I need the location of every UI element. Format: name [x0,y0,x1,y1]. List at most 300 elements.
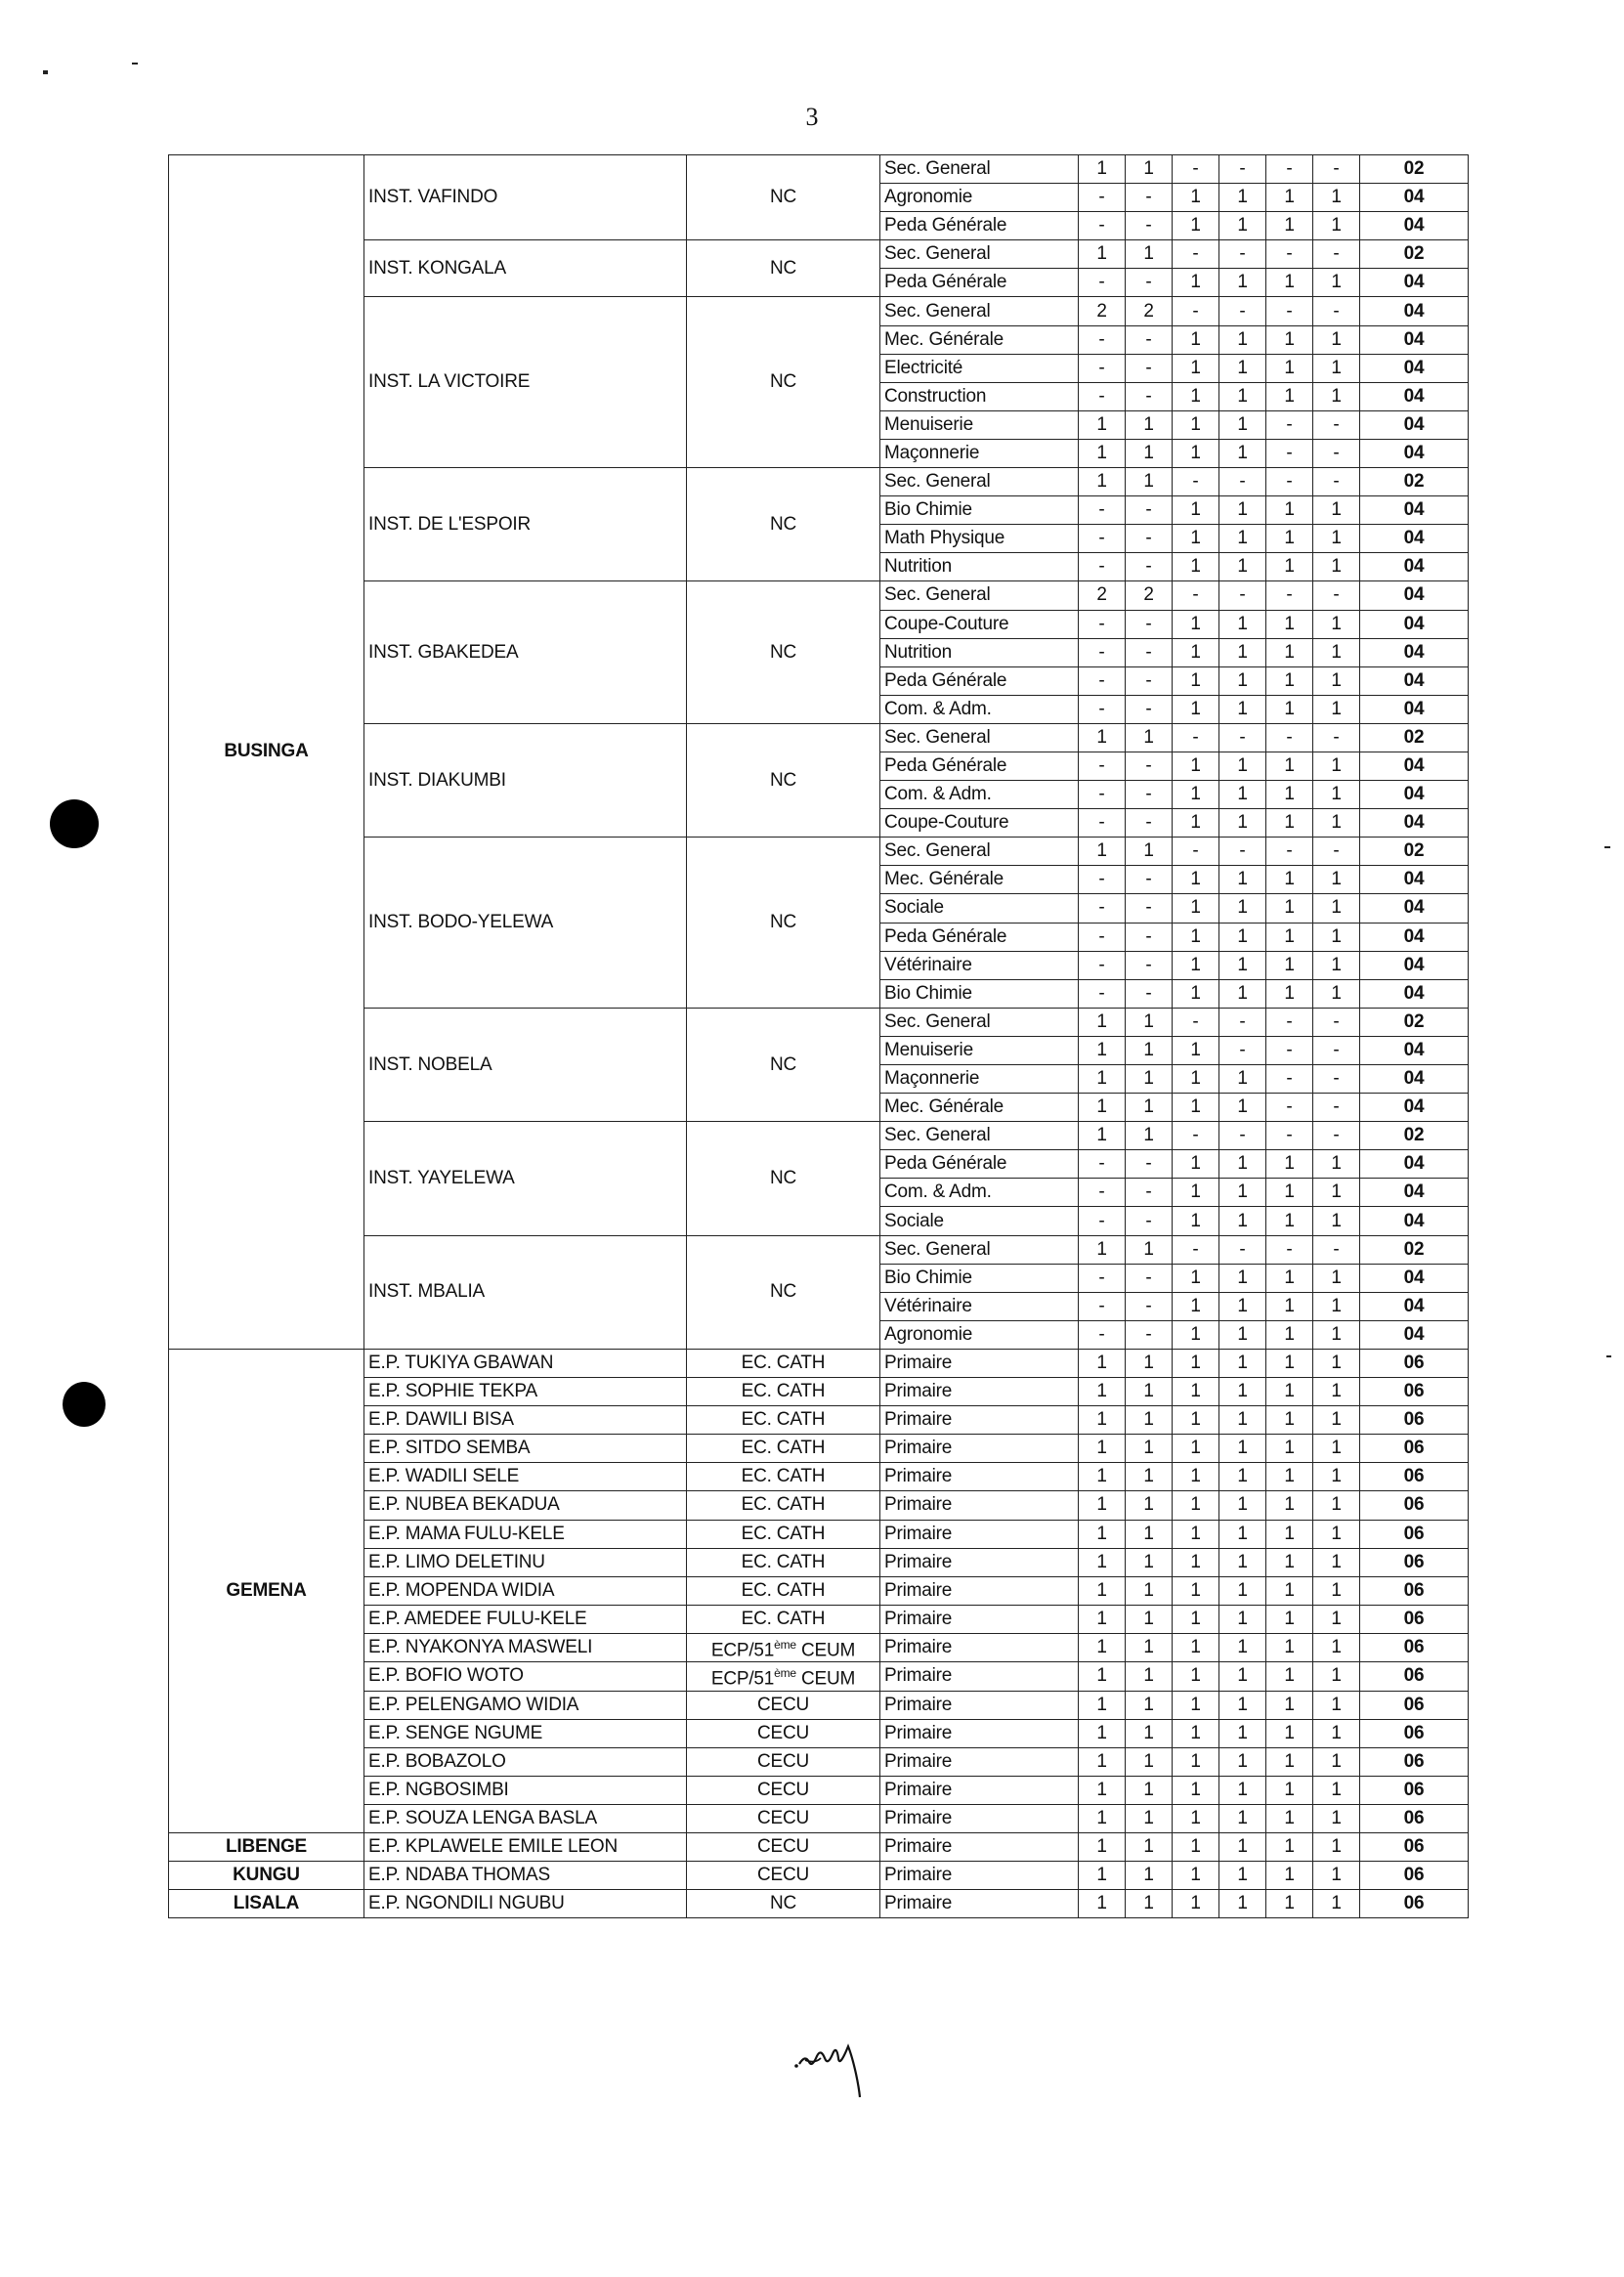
class-count-cell: 1 [1173,1804,1219,1832]
section-cell: Sociale [880,1207,1079,1235]
class-count-cell: 1 [1079,468,1126,496]
class-count-cell: 1 [1266,610,1313,638]
class-count-cell: 1 [1219,1349,1266,1377]
class-count-cell: 1 [1313,695,1360,723]
school-name-cell: E.P. DAWILI BISA [364,1406,687,1435]
class-count-cell: - [1173,297,1219,325]
class-count-cell: 1 [1313,1264,1360,1292]
total-cell: 06 [1360,1833,1469,1862]
regime-cell: NC [687,297,880,468]
class-count-cell: 1 [1266,1890,1313,1918]
class-count-cell: 1 [1173,1862,1219,1890]
school-name-cell: INST. LA VICTOIRE [364,297,687,468]
class-count-cell: 1 [1266,1576,1313,1605]
class-count-cell: - [1079,325,1126,354]
total-cell: 04 [1360,184,1469,212]
class-count-cell: 1 [1126,1576,1173,1605]
class-count-cell: - [1313,1122,1360,1150]
schools-table-body [169,155,1469,1918]
class-count-cell: - [1313,1094,1360,1122]
class-count-cell: 1 [1126,1235,1173,1264]
class-count-cell: 1 [1313,894,1360,923]
class-count-cell: 1 [1173,439,1219,467]
class-count-cell: 1 [1313,1378,1360,1406]
class-count-cell: 1 [1313,1207,1360,1235]
class-count-cell: 1 [1266,1491,1313,1520]
total-cell: 04 [1360,297,1469,325]
class-count-cell: 1 [1266,1719,1313,1747]
class-count-cell: 1 [1173,809,1219,838]
class-count-cell: 1 [1219,1776,1266,1804]
section-cell: Primaire [880,1378,1079,1406]
table-row [169,1008,1469,1036]
class-count-cell: 1 [1079,1463,1126,1491]
class-count-cell: 1 [1266,695,1313,723]
section-cell: Primaire [880,1862,1079,1890]
class-count-cell: - [1079,866,1126,894]
class-count-cell: 1 [1219,1719,1266,1747]
total-cell: 02 [1360,155,1469,184]
class-count-cell: 1 [1313,809,1360,838]
class-count-cell: 1 [1126,1008,1173,1036]
class-count-cell: - [1219,581,1266,610]
class-count-cell: - [1079,951,1126,979]
total-cell: 04 [1360,1065,1469,1094]
class-count-cell: - [1266,1235,1313,1264]
total-cell: 06 [1360,1890,1469,1918]
schools-table [168,154,1469,1918]
class-count-cell: 1 [1266,525,1313,553]
class-count-cell: 1 [1219,212,1266,240]
punch-hole-bottom [63,1382,106,1427]
class-count-cell: 1 [1173,1605,1219,1633]
class-count-cell: - [1079,923,1126,951]
class-count-cell: 1 [1266,496,1313,525]
section-cell: Sec. General [880,1122,1079,1150]
class-count-cell: 1 [1266,1378,1313,1406]
class-count-cell: - [1313,1065,1360,1094]
class-count-cell: - [1173,468,1219,496]
section-cell: Agronomie [880,1320,1079,1349]
class-count-cell: 1 [1219,781,1266,809]
class-count-cell: 1 [1219,1150,1266,1179]
class-count-cell: 1 [1079,1833,1126,1862]
class-count-cell: 1 [1266,212,1313,240]
class-count-cell: - [1126,951,1173,979]
table-row [169,1576,1469,1605]
section-cell: Primaire [880,1691,1079,1719]
section-cell: Primaire [880,1719,1079,1747]
total-cell: 06 [1360,1804,1469,1832]
class-count-cell: 1 [1173,752,1219,780]
section-cell: Sec. General [880,723,1079,752]
section-cell: Primaire [880,1890,1079,1918]
school-name-cell: E.P. SOUZA LENGA BASLA [364,1804,687,1832]
class-count-cell: 1 [1126,1406,1173,1435]
class-count-cell: 1 [1126,1662,1173,1691]
punch-hole-top [50,799,99,848]
class-count-cell: - [1079,269,1126,297]
class-count-cell: 1 [1079,1065,1126,1094]
table-row [169,1804,1469,1832]
school-name-cell: E.P. SENGE NGUME [364,1719,687,1747]
class-count-cell: - [1173,838,1219,866]
class-count-cell: - [1126,695,1173,723]
class-count-cell: 1 [1173,1633,1219,1661]
district-cell: LISALA [169,1890,364,1918]
class-count-cell: 1 [1313,269,1360,297]
section-cell: Sec. General [880,240,1079,269]
class-count-cell: - [1266,1065,1313,1094]
class-count-cell: 1 [1266,1548,1313,1576]
total-cell: 06 [1360,1435,1469,1463]
table-row [169,468,1469,496]
class-count-cell: 1 [1266,1349,1313,1377]
class-count-cell: - [1079,1179,1126,1207]
class-count-cell: 1 [1219,1804,1266,1832]
class-count-cell: 1 [1313,553,1360,581]
section-cell: Primaire [880,1520,1079,1548]
class-count-cell: - [1079,212,1126,240]
school-name-cell: E.P. PELENGAMO WIDIA [364,1691,687,1719]
class-count-cell: 1 [1266,1691,1313,1719]
class-count-cell: 1 [1313,1292,1360,1320]
school-name-cell: E.P. NDABA THOMAS [364,1862,687,1890]
section-cell: Sec. General [880,1008,1079,1036]
school-name-cell: INST. KONGALA [364,240,687,297]
class-count-cell: 1 [1313,1349,1360,1377]
class-count-cell: 1 [1313,1633,1360,1661]
section-cell: Bio Chimie [880,979,1079,1008]
class-count-cell: 1 [1313,525,1360,553]
class-count-cell: - [1266,581,1313,610]
class-count-cell: 1 [1266,1264,1313,1292]
class-count-cell: 1 [1173,184,1219,212]
class-count-cell: 1 [1126,838,1173,866]
class-count-cell: 1 [1126,1747,1173,1776]
class-count-cell: 1 [1126,1776,1173,1804]
section-cell: Sec. General [880,1235,1079,1264]
class-count-cell: 1 [1313,1548,1360,1576]
class-count-cell: 1 [1173,1207,1219,1235]
regime-cell: NC [687,1890,880,1918]
regime-cell: ECP/51ème CEUM [687,1662,880,1691]
class-count-cell: 1 [1173,695,1219,723]
total-cell: 04 [1360,866,1469,894]
class-count-cell: 1 [1313,666,1360,695]
class-count-cell: 1 [1219,666,1266,695]
class-count-cell: 1 [1219,525,1266,553]
class-count-cell: 1 [1266,1862,1313,1890]
class-count-cell: 1 [1173,1065,1219,1094]
total-cell: 02 [1360,1122,1469,1150]
total-cell: 04 [1360,666,1469,695]
total-cell: 06 [1360,1662,1469,1691]
total-cell: 04 [1360,354,1469,382]
class-count-cell: 1 [1219,1520,1266,1548]
regime-cell: CECU [687,1719,880,1747]
class-count-cell: 2 [1079,297,1126,325]
class-count-cell: 1 [1219,410,1266,439]
table-row [169,581,1469,610]
scan-mark [132,63,138,64]
class-count-cell: 1 [1079,1719,1126,1747]
class-count-cell: 1 [1079,1776,1126,1804]
class-count-cell: 1 [1219,1435,1266,1463]
class-count-cell: 1 [1079,1605,1126,1633]
class-count-cell: - [1126,212,1173,240]
table-row [169,1435,1469,1463]
school-name-cell: E.P. NYAKONYA MASWELI [364,1633,687,1661]
class-count-cell: 1 [1266,269,1313,297]
section-cell: Peda Générale [880,1150,1079,1179]
class-count-cell: 1 [1266,951,1313,979]
total-cell: 04 [1360,525,1469,553]
class-count-cell: - [1266,297,1313,325]
school-name-cell: INST. DE L'ESPOIR [364,468,687,581]
class-count-cell: - [1313,410,1360,439]
class-count-cell: 1 [1173,894,1219,923]
total-cell: 02 [1360,1008,1469,1036]
class-count-cell: 1 [1126,1094,1173,1122]
class-count-cell: 1 [1079,155,1126,184]
class-count-cell: 1 [1219,439,1266,467]
class-count-cell: 1 [1266,1463,1313,1491]
class-count-cell: 1 [1173,212,1219,240]
class-count-cell: 1 [1313,1691,1360,1719]
class-count-cell: 1 [1219,1833,1266,1862]
total-cell: 04 [1360,638,1469,666]
school-name-cell: INST. GBAKEDEA [364,581,687,723]
school-name-cell: E.P. NGONDILI NGUBU [364,1890,687,1918]
class-count-cell: - [1126,1320,1173,1349]
class-count-cell: - [1126,923,1173,951]
class-count-cell: - [1266,155,1313,184]
regime-cell: EC. CATH [687,1406,880,1435]
section-cell: Primaire [880,1576,1079,1605]
class-count-cell: - [1266,1094,1313,1122]
class-count-cell: 1 [1266,1520,1313,1548]
section-cell: Com. & Adm. [880,695,1079,723]
table-row [169,1548,1469,1576]
regime-cell: NC [687,155,880,240]
class-count-cell: 1 [1313,866,1360,894]
class-count-cell: 1 [1313,610,1360,638]
class-count-cell: 1 [1219,184,1266,212]
class-count-cell: 1 [1173,979,1219,1008]
class-count-cell: 1 [1173,1264,1219,1292]
class-count-cell: 1 [1126,1605,1173,1633]
class-count-cell: 1 [1219,1491,1266,1520]
regime-cell: EC. CATH [687,1605,880,1633]
class-count-cell: 1 [1266,325,1313,354]
class-count-cell: - [1126,1264,1173,1292]
class-count-cell: - [1173,1235,1219,1264]
class-count-cell: 1 [1173,1548,1219,1576]
regime-cell: CECU [687,1862,880,1890]
total-cell: 04 [1360,752,1469,780]
class-count-cell: 1 [1126,1890,1173,1918]
class-count-cell: - [1126,1150,1173,1179]
class-count-cell: - [1313,581,1360,610]
regime-cell: NC [687,838,880,1009]
class-count-cell: 1 [1079,1435,1126,1463]
class-count-cell: - [1266,468,1313,496]
class-count-cell: - [1313,1036,1360,1064]
total-cell: 04 [1360,809,1469,838]
class-count-cell: 1 [1079,1862,1126,1890]
section-cell: Coupe-Couture [880,809,1079,838]
class-count-cell: 1 [1219,1862,1266,1890]
class-count-cell: 1 [1126,155,1173,184]
table-row [169,1662,1469,1691]
class-count-cell: 1 [1173,1179,1219,1207]
class-count-cell: 1 [1173,1520,1219,1548]
class-count-cell: 1 [1173,866,1219,894]
regime-cell: NC [687,468,880,581]
section-cell: Sec. General [880,155,1079,184]
school-name-cell: E.P. BOFIO WOTO [364,1662,687,1691]
class-count-cell: 1 [1219,1691,1266,1719]
class-count-cell: - [1173,723,1219,752]
class-count-cell: 1 [1219,752,1266,780]
class-count-cell: - [1126,894,1173,923]
class-count-cell: 1 [1173,496,1219,525]
table-row [169,1719,1469,1747]
table-row [169,1776,1469,1804]
class-count-cell: - [1079,979,1126,1008]
class-count-cell: 1 [1313,1491,1360,1520]
regime-cell: NC [687,723,880,837]
regime-cell: EC. CATH [687,1548,880,1576]
class-count-cell: - [1079,496,1126,525]
class-count-cell: 1 [1126,240,1173,269]
class-count-cell: 1 [1173,1719,1219,1747]
section-cell: Construction [880,382,1079,410]
class-count-cell: - [1079,809,1126,838]
class-count-cell: 1 [1173,610,1219,638]
class-count-cell: 1 [1266,1833,1313,1862]
section-cell: Sec. General [880,838,1079,866]
regime-cell: EC. CATH [687,1520,880,1548]
class-count-cell: 1 [1173,1691,1219,1719]
class-count-cell: - [1266,838,1313,866]
class-count-cell: - [1079,1320,1126,1349]
class-count-cell: - [1266,439,1313,467]
regime-cell: EC. CATH [687,1378,880,1406]
table-row [169,1122,1469,1150]
school-name-cell: E.P. BOBAZOLO [364,1747,687,1776]
class-count-cell: 1 [1219,1463,1266,1491]
class-count-cell: - [1126,354,1173,382]
table-row [169,1406,1469,1435]
class-count-cell: 1 [1126,1435,1173,1463]
class-count-cell: - [1126,184,1173,212]
section-cell: Math Physique [880,525,1079,553]
total-cell: 06 [1360,1463,1469,1491]
class-count-cell: 1 [1079,439,1126,467]
total-cell: 04 [1360,951,1469,979]
total-cell: 06 [1360,1633,1469,1661]
class-count-cell: 1 [1219,610,1266,638]
class-count-cell: - [1313,155,1360,184]
class-count-cell: 1 [1173,354,1219,382]
section-cell: Peda Générale [880,752,1079,780]
class-count-cell: 1 [1266,979,1313,1008]
class-count-cell: 1 [1219,951,1266,979]
total-cell: 04 [1360,1150,1469,1179]
class-count-cell: 1 [1266,923,1313,951]
class-count-cell: 1 [1126,410,1173,439]
total-cell: 04 [1360,610,1469,638]
class-count-cell: - [1079,354,1126,382]
class-count-cell: 1 [1079,1662,1126,1691]
class-count-cell: - [1219,240,1266,269]
class-count-cell: - [1173,240,1219,269]
total-cell: 06 [1360,1747,1469,1776]
table-row [169,1691,1469,1719]
total-cell: 02 [1360,838,1469,866]
class-count-cell: 1 [1219,325,1266,354]
class-count-cell: - [1219,1235,1266,1264]
class-count-cell: 1 [1079,1633,1126,1661]
class-count-cell: 1 [1126,1491,1173,1520]
class-count-cell: 1 [1313,354,1360,382]
total-cell: 04 [1360,212,1469,240]
class-count-cell: 1 [1126,1463,1173,1491]
class-count-cell: 1 [1219,1378,1266,1406]
section-cell: Primaire [880,1804,1079,1832]
section-cell: Mec. Générale [880,325,1079,354]
class-count-cell: - [1079,666,1126,695]
table-row [169,1520,1469,1548]
section-cell: Mec. Générale [880,1094,1079,1122]
class-count-cell: - [1173,1122,1219,1150]
table-row [169,1491,1469,1520]
class-count-cell: 1 [1313,1776,1360,1804]
class-count-cell: - [1126,525,1173,553]
section-cell: Primaire [880,1349,1079,1377]
class-count-cell: - [1126,325,1173,354]
class-count-cell: 1 [1266,382,1313,410]
total-cell: 04 [1360,269,1469,297]
class-count-cell: 2 [1079,581,1126,610]
total-cell: 06 [1360,1491,1469,1520]
class-count-cell: 1 [1219,1662,1266,1691]
class-count-cell: - [1126,553,1173,581]
class-count-cell: - [1313,723,1360,752]
class-count-cell: - [1126,638,1173,666]
class-count-cell: 1 [1173,781,1219,809]
class-count-cell: 1 [1313,212,1360,240]
class-count-cell: - [1219,723,1266,752]
scan-mark [43,70,48,74]
class-count-cell: 1 [1126,439,1173,467]
section-cell: Primaire [880,1747,1079,1776]
total-cell: 06 [1360,1548,1469,1576]
class-count-cell: 1 [1313,1520,1360,1548]
class-count-cell: 1 [1219,1065,1266,1094]
total-cell: 02 [1360,1235,1469,1264]
class-count-cell: 1 [1079,838,1126,866]
table-row [169,1463,1469,1491]
total-cell: 04 [1360,923,1469,951]
total-cell: 06 [1360,1520,1469,1548]
class-count-cell: 1 [1173,1320,1219,1349]
class-count-cell: - [1313,468,1360,496]
class-count-cell: 1 [1266,1406,1313,1435]
class-count-cell: 1 [1313,951,1360,979]
